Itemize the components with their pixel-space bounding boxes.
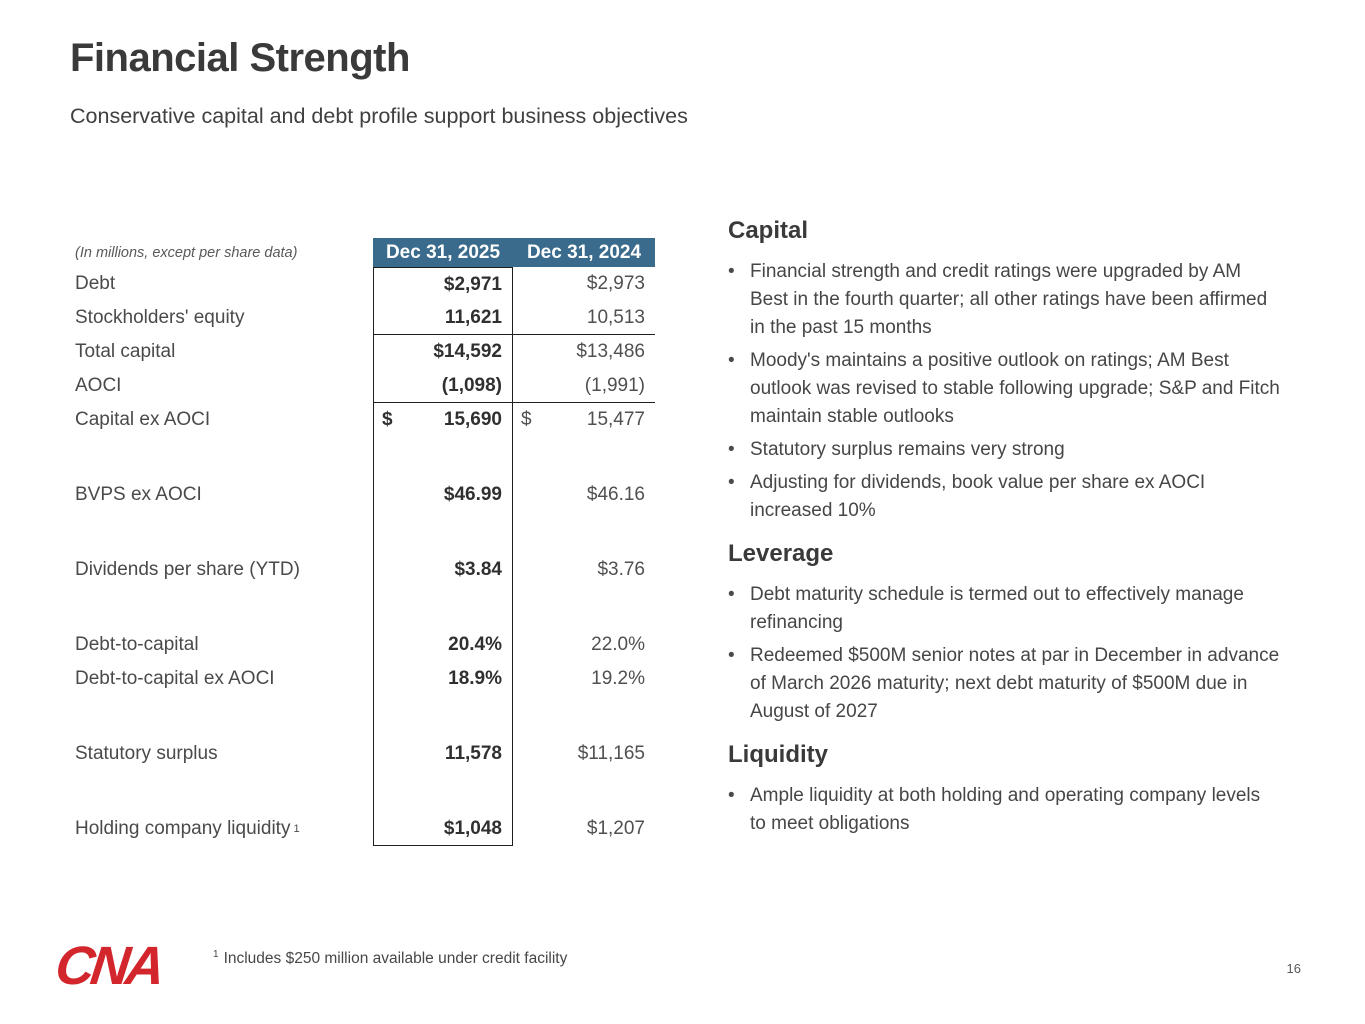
value-2024: 10,513 [513,301,655,335]
value-2024: (1,991) [513,369,655,403]
value-2024: $46.16 [586,484,645,505]
page-title: Financial Strength [70,36,410,80]
value-2024 [513,512,655,553]
value-2025: $14,592 [373,335,513,369]
commentary-section [728,740,1280,838]
value-2024: 22.0% [591,634,645,655]
row-label: Dividends per share (YTD) [75,559,300,580]
bullet-item [728,347,1280,431]
value-2024: $13,486 [576,341,645,362]
bullet-item [728,782,1280,838]
table-row [75,512,655,553]
row-label [75,696,373,737]
row-label: Stockholders' equity [75,307,245,328]
bullet-item [728,581,1280,637]
bullet-item [728,642,1280,726]
bullet-item [728,258,1280,342]
value-2025: 11,621 [373,301,513,335]
row-label: Debt-to-capital ex AOCI [75,668,275,689]
bullet-text: Debt maturity schedule is termed out to effectively manage refinancing [750,584,1244,633]
bullet-list [728,258,1280,525]
row-label: Capital ex AOCI [75,409,211,430]
bullet-icon: • [728,261,735,282]
table-row [75,812,655,846]
table-row [75,437,655,478]
value-2024 [513,771,655,812]
footnote [213,949,567,968]
row-label [75,437,373,478]
section-heading: Capital [728,217,809,244]
value-2025 [373,512,513,553]
section-heading: Liquidity [728,741,828,768]
value-2025: (1,098) [373,369,513,403]
row-label: BVPS ex AOCI [75,484,202,505]
commentary-section [728,216,1280,525]
value-2024 [513,437,655,478]
value-2024 [513,587,655,628]
table-header-row [75,238,655,267]
bullet-text: Adjusting for dividends, book value per share ex AOCI increased 10% [750,472,1206,521]
bullet-icon: • [728,584,735,605]
table-row [75,696,655,737]
row-label [75,512,373,553]
row-label: Debt-to-capital [75,634,199,655]
table-units-note: (In millions, except per share data) [75,244,298,261]
value-2024: $11,165 [577,743,645,764]
value-2025 [373,587,513,628]
table-row [75,335,655,369]
value-2025: 20.4% [373,628,513,662]
table-row [75,737,655,771]
row-label: Total capital [75,341,176,362]
table-row [75,553,655,587]
value-2025 [373,437,513,478]
value-2025: 11,578 [373,737,513,771]
table-row [75,267,655,301]
page-number: 16 [1286,961,1301,976]
bullet-text: Financial strength and credit ratings were upgraded by AM Best in the fourth quarter; all other ratings have been affirmed in the past 15 months [750,261,1268,338]
table-row [75,628,655,662]
bullet-list [728,581,1280,726]
subtitle: Conservative capital and debt profile support business objectives [70,104,688,128]
bullet-icon: • [728,785,735,806]
financial-table [75,238,655,846]
bullet-icon: • [728,472,735,493]
table-row [75,478,655,512]
value-2025 [373,771,513,812]
table-row [75,662,655,696]
value-2025: 18.9% [373,662,513,696]
bullet-item [728,469,1280,525]
bullet-icon: • [728,439,735,460]
bullet-text: Redeemed $500M senior notes at par in December in advance of March 2026 maturity; next debt maturity of $500M due in August of 2027 [750,645,1280,722]
bullet-icon: • [728,350,735,371]
table-body [75,267,655,846]
value-2025: $46.99 [373,478,513,512]
row-label: Holding company liquidity 1 [75,818,300,839]
row-label [75,771,373,812]
value-2024: $1,207 [586,818,645,839]
bullet-text: Statutory surplus remains very strong [750,439,1065,460]
footnote-text: Includes $250 million available under credit facility [223,950,568,968]
table-row [75,403,655,437]
value-2025: $3.84 [373,553,513,587]
bullet-list [728,782,1280,838]
table-col-header-2025: Dec 31, 2025 [373,238,513,267]
table-row [75,301,655,335]
table-row [75,771,655,812]
cna-logo: CNA [52,936,165,996]
commentary-section [728,539,1280,726]
row-label: Statutory surplus [75,743,218,764]
value-2024: $2,973 [586,273,645,294]
row-label: Debt [75,273,116,294]
section-heading: Leverage [728,540,834,567]
bullet-item [728,436,1280,464]
table-row [75,587,655,628]
footnote-marker: 1 [213,949,219,960]
value-2025 [373,696,513,737]
bullet-text: Ample liquidity at both holding and operating company levels to meet obligations [750,785,1261,834]
row-label: AOCI [75,375,122,396]
value-2024: $ 15,477 [521,409,645,430]
value-2025: $ 15,690 [373,403,513,437]
bullet-text: Moody's maintains a positive outlook on ratings; AM Best outlook was revised to stable following upgrade; S&P and Fitch maintain stable outlooks [750,350,1280,427]
table-row [75,369,655,403]
value-2024: 19.2% [591,668,645,689]
value-2024: $3.76 [597,559,645,580]
value-2025: $2,971 [373,267,513,301]
row-label [75,587,373,628]
commentary-column [728,216,1280,843]
table-col-header-2024: Dec 31, 2024 [513,238,655,267]
value-2025: $1,048 [373,812,513,846]
bullet-icon: • [728,645,735,666]
value-2024 [513,696,655,737]
